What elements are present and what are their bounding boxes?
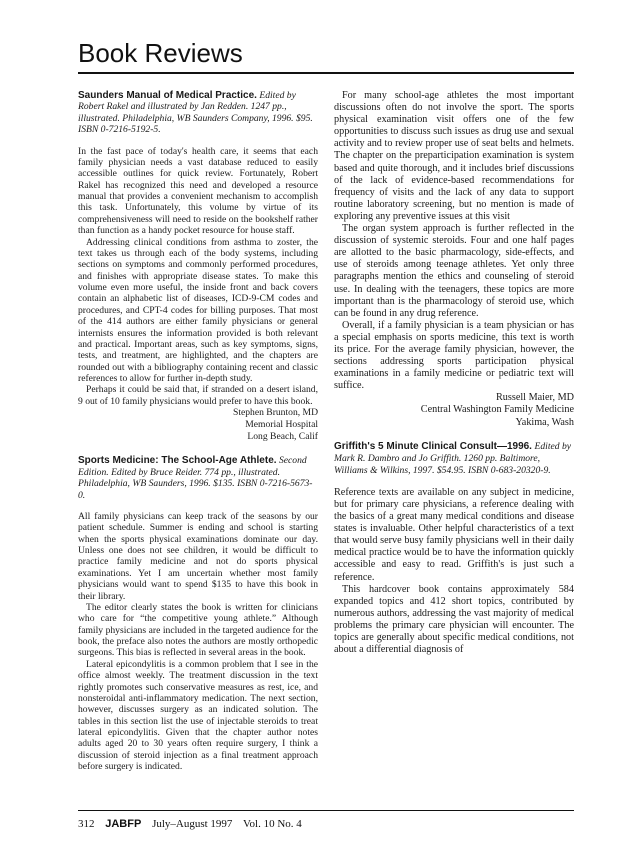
- review-paragraph: For many school-age athletes the most important discussions often do not involve the sport. The sports physical examination visit offers one of the few opportunities to discuss such issues as drug use and sexual activity and to review proper use of seat belts and helmets. The chapter on the preparticipation examination is system based and quite thorough, and it includes brief discussions of the lack of evidence-based recommendations for frequency of visits and the lack of any data to support routine laboratory screening, but no mention is made of exploring any preventive issues at this visit: [334, 90, 574, 222]
- right-column: [334, 90, 574, 656]
- page-number: 312: [78, 818, 95, 830]
- review-paragraph: Lateral epicondylitis is a common problem that I see in the office almost weekly. The treatment discussion in the text rightly promotes such conservative measures as rest, ice, and nonsteroidal anti-inflammatory medication. The next section, however, discusses surgery as an indicated solution. The tables in this section list the use of injectable steroids to treat lateral epicondylitis. Given that the chapter author notes adults aged 20 to 30 years often require surgery, I think a discussion of steroid injection as a final treatment approach before surgery is indicated.: [78, 658, 318, 773]
- reviewer-location: Yakima, Wash: [515, 416, 574, 428]
- reviewer-name: Russell Maier, MD: [496, 392, 574, 404]
- review-paragraph: In the fast pace of today's health care, it seems that each family physician needs a vast database reduced to easily accessible outlines for quick review. Fortunately, Robert Rakel has recognized this need and developed a resource manual that provides a convenient mechanism to accomplish this task. Unfortunately, this volume by virtue of its comprehensiveness will need to reside on the bookshelf rather than function as a handy pocket resource for house staff.: [78, 145, 318, 237]
- book-citation: Edited by Bruce Reider. 774 pp., illustrated. Philadelphia, WB Saunders, 1996. $135. ISBN 0-7216-5673-0.: [78, 466, 313, 501]
- review-paragraph: Reference texts are available on any subject in medicine, but for primary care physicians, a reference dealing with the basics of a great many medical conditions and disease states is invaluable. Other helpful characteristics of a text that would serve busy family physicians well in their daily medical practice would be to have the information quickly accessible and easy to read. Griffith's is just such a reference.: [334, 486, 574, 583]
- review-heading: [78, 455, 318, 501]
- footer-rule: [78, 810, 574, 811]
- book-title: Griffith's 5 Minute Clinical Consult—1996.: [334, 440, 532, 452]
- review-heading: [78, 90, 318, 136]
- book-title: Saunders Manual of Medical Practice.: [78, 90, 257, 101]
- review-paragraph: This hardcover book contains approximately 584 expanded topics and 412 short topics, contributed by numerous authors, addressing the vast majority of medical problems the primary care physician will encounter. The topics are generally about specific medical conditions, not about a differential diagnosis of: [334, 583, 574, 656]
- reviewer-location: Long Beach, Calif: [247, 431, 318, 443]
- book-citation: Edited by Robert Rakel and illustrated by Jan Redden. 1247 pp., illustrated. Philadelphia, WB Saunders Company, 1996. $95. ISBN 0-7216-5192-5.: [78, 90, 313, 136]
- review-paragraph: The organ system approach is further reflected in the discussion of systemic steroids. Four and one half pages are allotted to the basic pharmacology, side-effects, and use of steroids among teenage athletes. Yet only three paragraphs mention the ethics and counseling of steroid use. In dealing with the teenagers, these topics are more important than is the pharmacology of steroid use, which can be found in any drug reference.: [334, 223, 574, 319]
- review-paragraph: All family physicians can keep track of the seasons by our patient schedule. Summer is ending and school is starting when the sports physical examinations dominate our day. Unless one does not see children, it would be difficult to practice family medicine and not do sports physical examinations. Yet I am uncertain whether most family physicians would want to spend $135 to have this book in their library.: [78, 510, 318, 602]
- review-paragraph: The editor clearly states the book is written for clinicians who care for “the competitive young athlete.” Although family physicians are included in the targeted audience for the book, the preface also notes the authors are mostly orthopedic surgeons. This bias is reflected in several areas in the book.: [78, 601, 318, 659]
- reviewer-affiliation: Central Washington Family Medicine: [420, 404, 574, 416]
- reviewer-signature: [334, 392, 574, 428]
- reviewer-name: Stephen Brunton, MD: [232, 407, 318, 419]
- journal-name: JABFP: [105, 818, 142, 830]
- book-title: Sports Medicine: The School-Age Athlete.: [78, 455, 277, 467]
- reviewer-affiliation: Memorial Hospital: [245, 419, 318, 431]
- review-heading: [334, 441, 574, 477]
- reviewer-signature: [78, 407, 318, 443]
- left-column: [78, 90, 318, 773]
- section-title: Book Reviews: [78, 38, 243, 68]
- page-footer: [78, 818, 310, 830]
- review-paragraph: Perhaps it could be said that, if stranded on a desert island, 9 out of 10 family physicians would prefer to have this book.: [78, 384, 318, 407]
- header-rule: [78, 72, 574, 74]
- book-edition: Second Edition.: [78, 455, 307, 478]
- volume-issue: Vol. 10 No. 4: [243, 818, 302, 830]
- review-paragraph: Overall, if a family physician is a team physician or has a special emphasis on sports medicine, this text is worth its price. For the average family physician, however, the sections addressing sports participation physical examinations in a family medicine or pediatric text will suffice.: [334, 319, 574, 392]
- issue-date: July–August 1997: [152, 818, 233, 830]
- review-paragraph: Addressing clinical conditions from asthma to zoster, the text takes us through each of the body systems, including sections on symptoms and commonly performed procedures, and finishes with appropriate disease states. To make this volume even more useful, the inside front and back covers contain an alphabetic list of diseases, ICD-9-CM codes and procedures, and CPT-4 codes for billing purposes. That most of the 414 authors are either family physicians or general internists ensures the information provided is both relevant and practical. Important areas, such as key symptoms, signs, tests, and treatment, are highlighted, and the chapters are rounded out with a bibliography containing recent and classic references to allow for further in-depth study.: [78, 236, 318, 384]
- book-citation: Edited by Mark R. Dambro and Jo Griffith. 1260 pp. Baltimore, Williams & Wilkins, 1997. $54.95. ISBN 0-683-20320-9.: [334, 440, 572, 476]
